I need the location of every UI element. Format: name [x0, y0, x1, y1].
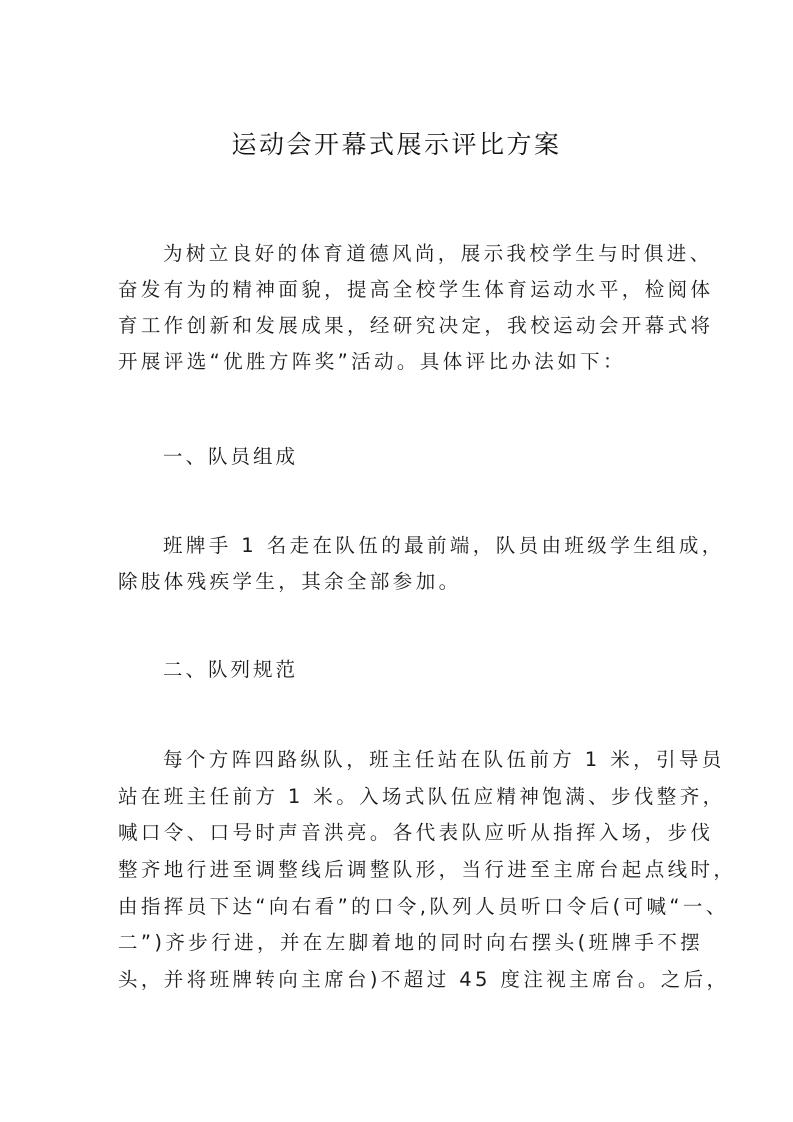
section-heading: 一、队员组成 [163, 445, 299, 468]
paragraph-line: 每个方阵四路纵队，班主任站在队伍前方 1 米，引导员 [163, 748, 725, 771]
paragraph-line: 为树立良好的体育道德风尚，展示我校学生与时俱进、 [163, 242, 713, 265]
paragraph-line: 喊口令、口号时声音洪亮。各代表队应听从指挥入场，步伐 [118, 821, 714, 844]
paragraph-line: 奋发有为的精神面貌，提高全校学生体育运动水平，检阅体 [118, 278, 714, 301]
paragraph-line: 除肢体残疾学生，其余全部参加。 [118, 570, 462, 593]
paragraph-line: 班牌手 1 名走在队伍的最前端，队员由班级学生组成， [163, 534, 725, 557]
section-heading: 二、队列规范 [163, 658, 299, 681]
paragraph-line: 由指挥员下达“向右看”的口令,队列人员听口令后(可喊“一、 [118, 895, 729, 918]
paragraph-line: 头，并将班牌转向主席台)不超过 45 度注视主席台。之后， [118, 968, 730, 991]
paragraph-line: 二”)齐步行进，并在左脚着地的同时向右摆头(班牌手不摆 [118, 931, 704, 954]
paragraph-line: 整齐地行进至调整线后调整队形，当行进至主席台起点线时， [118, 858, 737, 881]
document-title: 运动会开幕式展示评比方案 [231, 130, 562, 159]
paragraph-line: 开展评选“优胜方阵奖”活动。具体评比办法如下： [118, 350, 626, 373]
paragraph-line: 站在班主任前方 1 米。入场式队伍应精神饱满、步伐整齐， [118, 785, 726, 808]
paragraph-line: 育工作创新和发展成果，经研究决定，我校运动会开幕式将 [118, 314, 714, 337]
